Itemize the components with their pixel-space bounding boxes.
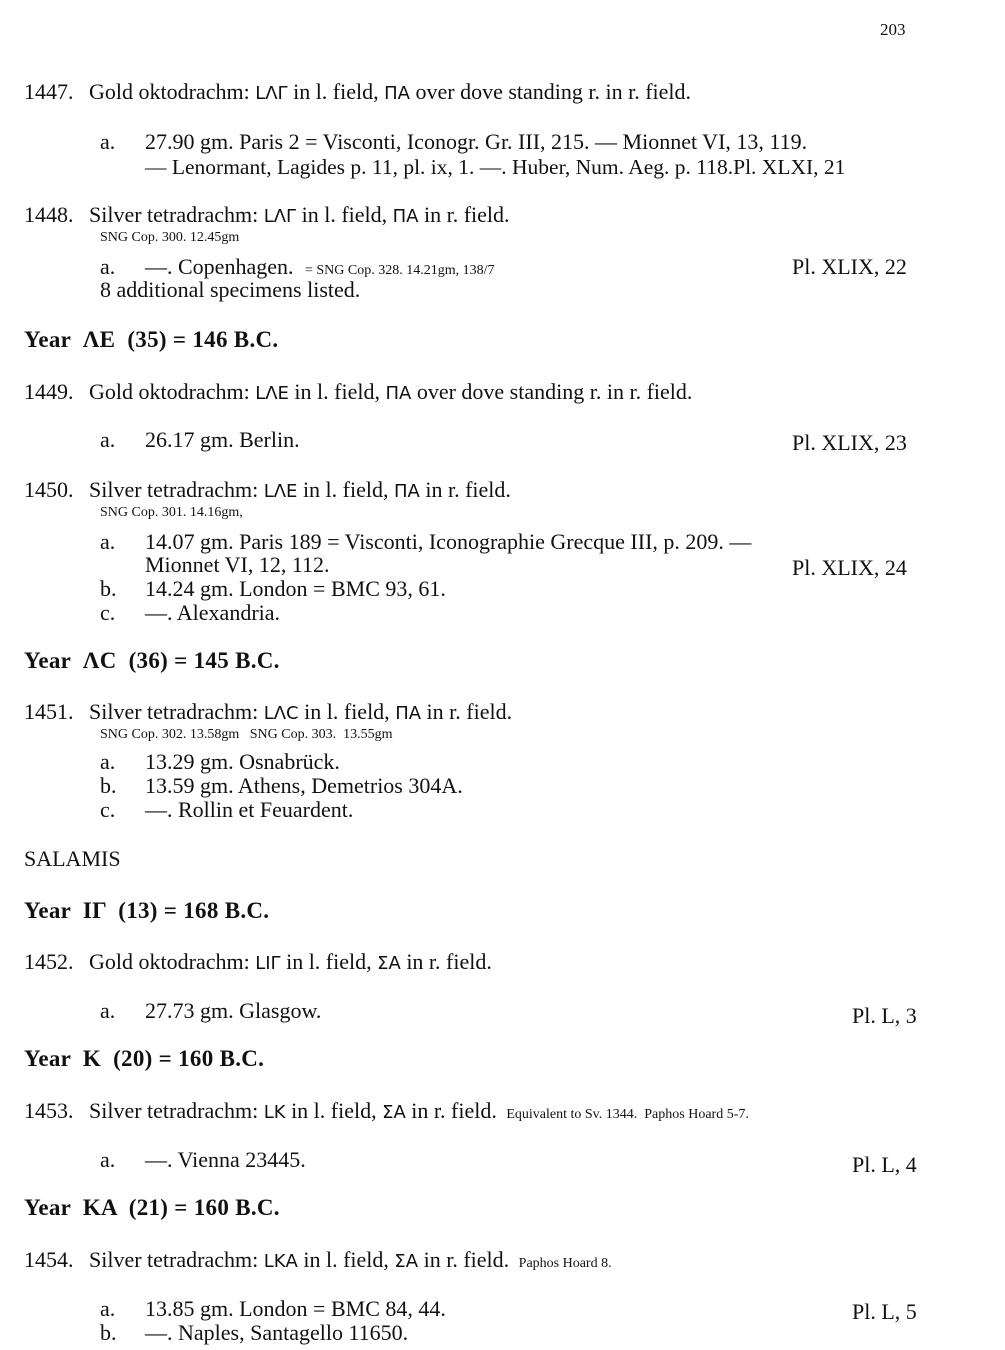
specimen-letter: b. <box>100 576 117 601</box>
greek-year: ΛΕ <box>82 327 116 352</box>
greek-inscription: LΚ <box>263 1102 286 1123</box>
entry-description: Silver tetradrachm: <box>89 699 259 724</box>
entry-description: over dove standing r. in r. field. <box>416 379 693 404</box>
entry-description: in l. field, <box>303 1247 389 1272</box>
entry-description: in r. field. <box>423 1247 510 1272</box>
specimen-letter: a. <box>100 749 116 774</box>
entry-description: in r. field. <box>425 477 511 502</box>
entry-1448-title <box>24 203 510 229</box>
greek-inscription: LΚΑ <box>263 1251 298 1272</box>
specimen-location: —. Copenhagen. <box>145 254 294 279</box>
page-number: 203 <box>880 20 906 39</box>
year-heading: Year ΛΕ (35) = 146 B.C. <box>24 327 279 352</box>
entry-1453-title <box>24 1099 749 1127</box>
entry-note: Equivalent to Sv. 1344. Paphos Hoard 5-7. <box>506 1107 749 1122</box>
entry-description: Gold oktodrachm: <box>89 79 250 104</box>
entry-number: 1449. <box>24 379 74 404</box>
greek-inscription: ΠΑ <box>395 703 422 724</box>
greek-inscription: ΠΑ <box>384 83 410 104</box>
specimen-letter: a. <box>100 254 116 279</box>
plate-reference: Pl. L, 3 <box>852 1003 917 1028</box>
entry-1451-title <box>24 700 512 726</box>
greek-inscription: ΣΑ <box>377 953 401 974</box>
entry-description: in l. field, <box>286 949 372 974</box>
specimen-text: 27.73 gm. Glasgow. <box>145 998 322 1023</box>
reference-note: SNG Cop. 301. 14.16gm, <box>100 505 243 520</box>
entry-number: 1448. <box>24 202 74 227</box>
greek-year: ΙΓ <box>82 898 107 923</box>
entry-description: Silver tetradrachm: <box>89 1098 259 1123</box>
plate-reference: Pl. XLIX, 22 <box>792 254 907 279</box>
entry-description: in l. field, <box>291 1098 377 1123</box>
entry-1447-title <box>24 80 691 106</box>
specimen-text: 27.90 gm. Paris 2 = Visconti, Iconogr. Gr. III, 215. — Mionnet VI, 13, 119. <box>145 129 808 154</box>
greek-inscription: LΛΕ <box>263 481 298 502</box>
entry-number: 1451. <box>24 699 74 724</box>
specimen-letter: a. <box>100 427 116 452</box>
year-heading: Year ΛϹ (36) = 145 B.C. <box>24 648 280 673</box>
greek-year: Κ <box>82 1046 102 1071</box>
reference-note: SNG Cop. 302. 13.58gm SNG Cop. 303. 13.55gm <box>100 727 393 742</box>
specimen-letter: a. <box>100 1147 116 1172</box>
specimen-letter: a. <box>100 1296 116 1321</box>
year-heading: Year ΚΑ (21) = 160 B.C. <box>24 1195 280 1220</box>
specimen-text: 13.85 gm. London = BMC 84, 44. <box>145 1296 446 1321</box>
entry-description: in l. field, <box>304 699 390 724</box>
greek-inscription: LΛΓ <box>255 83 288 104</box>
specimen-text: —. Alexandria. <box>145 600 281 625</box>
entry-description: Gold oktodrachm: <box>89 379 250 404</box>
entry-description: Silver tetradrachm: <box>89 477 259 502</box>
entry-description: Gold oktodrachm: <box>89 949 250 974</box>
section-heading: SALAMIS <box>24 846 121 871</box>
specimen-letter: c. <box>100 600 116 625</box>
entry-description: Silver tetradrachm: <box>89 202 259 227</box>
specimen-letter: a. <box>100 529 116 554</box>
specimen-text: —. Naples, Santagello 11650. <box>145 1320 409 1345</box>
greek-inscription: LΛΓ <box>263 206 297 227</box>
plate-reference: Pl. XLIX, 24 <box>792 555 907 580</box>
greek-inscription: LΛϹ <box>263 703 299 724</box>
specimen-text: 26.17 gm. Berlin. <box>145 427 300 452</box>
greek-year: ΛϹ <box>82 648 117 673</box>
specimen-text: Mionnet VI, 12, 112. <box>145 552 330 577</box>
entry-1450-title <box>24 478 511 504</box>
specimen-text: 14.07 gm. Paris 189 = Visconti, Iconographie Grecque III, p. 209. — <box>145 529 752 554</box>
entry-number: 1454. <box>24 1247 74 1272</box>
greek-inscription: ΣΑ <box>382 1102 406 1123</box>
entry-number: 1447. <box>24 79 74 104</box>
entry-1449-title <box>24 380 692 406</box>
greek-inscription: ΣΑ <box>394 1251 419 1272</box>
entry-description: in r. field. <box>411 1098 497 1123</box>
entry-description: Silver tetradrachm: <box>89 1247 259 1272</box>
entry-description: in l. field, <box>293 79 379 104</box>
entry-description: in l. field, <box>294 379 380 404</box>
greek-year: ΚΑ <box>82 1195 117 1220</box>
specimen-text: —. Vienna 23445. <box>145 1147 306 1172</box>
plate-reference: Pl. L, 5 <box>852 1299 917 1324</box>
specimen-text: 13.59 gm. Athens, Demetrios 304A. <box>145 773 463 798</box>
entry-description: in l. field, <box>301 202 388 227</box>
entry-number: 1450. <box>24 477 74 502</box>
greek-inscription: ΠΑ <box>392 206 419 227</box>
greek-inscription: LΛΕ <box>255 383 289 404</box>
year-heading: Year ΙΓ (13) = 168 B.C. <box>24 898 270 923</box>
greek-inscription: ΠΑ <box>393 481 420 502</box>
year-heading: Year Κ (20) = 160 B.C. <box>24 1046 265 1071</box>
plate-reference: Pl. L, 4 <box>852 1152 917 1177</box>
entry-note: Paphos Hoard 8. <box>518 1256 612 1271</box>
entry-description: in l. field, <box>302 477 389 502</box>
specimen-letter: c. <box>100 797 116 822</box>
specimen-text: 14.24 gm. London = BMC 93, 61. <box>145 576 446 601</box>
entry-number: 1452. <box>24 949 74 974</box>
specimen-letter: b. <box>100 773 117 798</box>
entry-description: in r. field. <box>424 202 510 227</box>
entry-description: in r. field. <box>426 699 513 724</box>
specimen-reference: = SNG Cop. 328. 14.21gm, 138/7 <box>304 263 495 278</box>
greek-inscription: ΠΑ <box>385 383 412 404</box>
entry-description: in r. field. <box>406 949 492 974</box>
greek-inscription: LΙΓ <box>255 953 281 974</box>
specimen-letter: a. <box>100 129 116 154</box>
entry-1454-title <box>24 1248 612 1276</box>
additional-specimens: 8 additional specimens listed. <box>100 277 361 302</box>
reference-note: SNG Cop. 300. 12.45gm <box>100 230 240 245</box>
entry-number: 1453. <box>24 1098 74 1123</box>
specimen-letter: a. <box>100 998 116 1023</box>
specimen-text: —. Rollin et Feuardent. <box>145 797 354 822</box>
plate-reference: Pl. XLIX, 23 <box>792 430 907 455</box>
specimen-text: — Lenormant, Lagides p. 11, pl. ix, 1. —. Huber, Num. Aeg. p. 118.Pl. XLXI, 21 <box>145 155 846 179</box>
specimen-letter: b. <box>100 1320 117 1345</box>
specimen-text: 13.29 gm. Osnabrück. <box>145 749 340 774</box>
entry-1452-title <box>24 950 492 976</box>
entry-description: over dove standing r. in r. field. <box>415 79 692 104</box>
